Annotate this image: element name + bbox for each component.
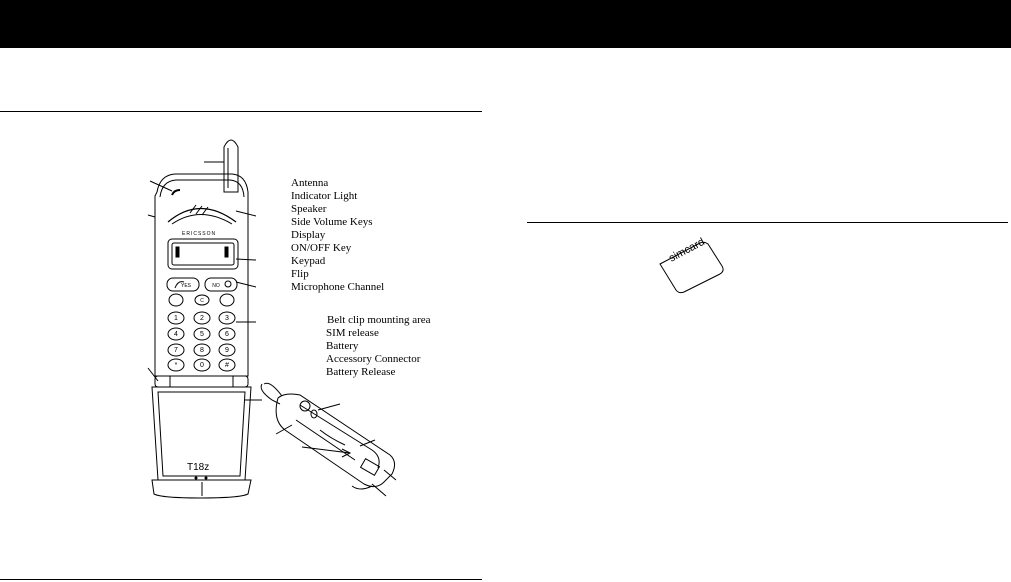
- simcard-text: simcard: [667, 235, 707, 265]
- label-antenna: Antenna: [291, 177, 329, 189]
- phone-brand: ERICSSON: [182, 231, 217, 237]
- label-battery: Battery: [326, 340, 359, 352]
- label-speaker: Speaker: [291, 203, 327, 215]
- label-flip: Flip: [291, 268, 309, 280]
- keypad-key-label: 1: [174, 315, 178, 322]
- label-keypad: Keypad: [291, 255, 326, 267]
- label-side-volume-keys: Side Volume Keys: [291, 216, 373, 228]
- no-key: [205, 278, 237, 291]
- keypad-key-label: 0: [200, 362, 204, 369]
- keypad-key-label: 4: [174, 331, 178, 338]
- label-accessory-connector: Accessory Connector: [326, 353, 421, 365]
- keypad-key-label: #: [225, 362, 229, 369]
- label-on-off-key: ON/OFF Key: [291, 242, 352, 254]
- label-sim-release: SIM release: [326, 327, 379, 339]
- phone-body: [155, 174, 248, 376]
- keypad-key-label: 8: [200, 347, 204, 354]
- keypad-key-label: 6: [225, 331, 229, 338]
- keypad-key-label: 7: [174, 347, 178, 354]
- phone-back: [261, 383, 396, 496]
- antenna-shape: [224, 140, 238, 192]
- yes-key-label: YES: [180, 283, 192, 289]
- label-indicator-light: Indicator Light: [291, 190, 358, 202]
- phone-model: T18z: [187, 462, 210, 473]
- keypad-key-label: *: [174, 362, 178, 369]
- label-belt-clip: Belt clip mounting area: [327, 314, 431, 326]
- indicator-light: [172, 190, 180, 195]
- keypad-key-label: 2: [200, 315, 204, 322]
- label-display: Display: [291, 229, 326, 241]
- keypad-key-label: 5: [200, 331, 204, 338]
- keypad-key-label: 9: [225, 347, 229, 354]
- no-key-label: NO: [212, 283, 220, 289]
- label-microphone-channel: Microphone Channel: [291, 281, 385, 293]
- keypad-key-label: 3: [225, 315, 229, 322]
- clr-key-label: C: [200, 298, 204, 304]
- label-battery-release: Battery Release: [326, 366, 396, 378]
